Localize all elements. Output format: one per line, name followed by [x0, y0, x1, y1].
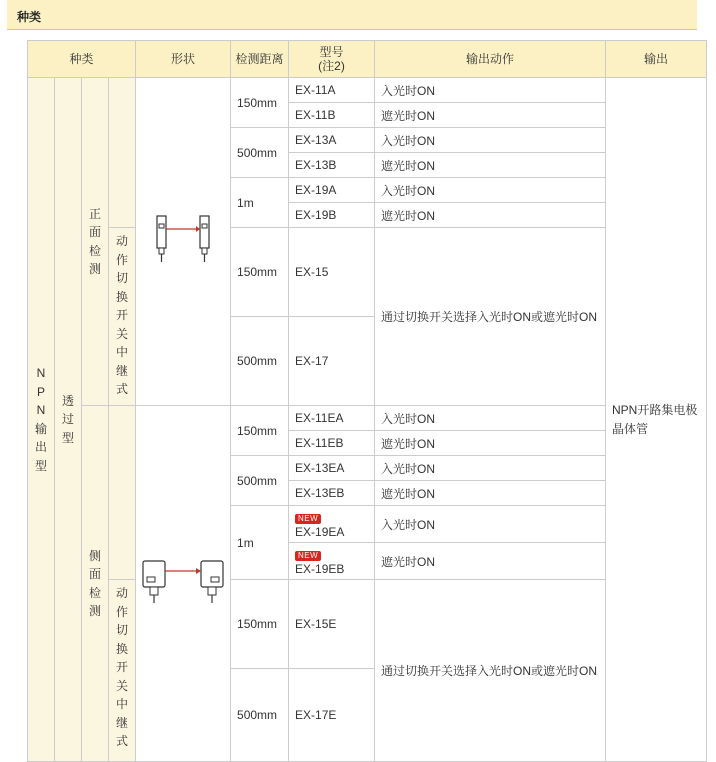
- new-badge: NEW: [295, 551, 321, 561]
- header-distance: 检测距离: [231, 41, 289, 78]
- distance-cell: 150mm: [231, 228, 289, 317]
- model-cell: EX-11EB: [289, 431, 375, 456]
- section-header: [7, 0, 697, 30]
- front-sensor-pair-icon: [153, 214, 213, 266]
- header-action: 输出动作: [375, 41, 606, 78]
- model-cell: EX-19B: [289, 203, 375, 228]
- group-front: 正面检测: [82, 78, 109, 406]
- model-cell: NEW EX-19EA: [289, 506, 375, 543]
- group-npn: NPN输出型: [28, 78, 55, 762]
- action-cell: 通过切换开关选择入光时ON或遮光时ON: [375, 580, 606, 762]
- header-row: [28, 41, 707, 78]
- table-row: [28, 228, 707, 317]
- distance-cell: 500mm: [231, 317, 289, 406]
- output-cell: NPN开路集电极晶体管: [606, 78, 707, 762]
- distance-cell: 1m: [231, 178, 289, 228]
- distance-cell: 500mm: [231, 669, 289, 762]
- product-table: [27, 40, 707, 762]
- model-cell: EX-17: [289, 317, 375, 406]
- action-cell: 通过切换开关选择入光时ON或遮光时ON: [375, 228, 606, 406]
- header-output: 输出: [606, 41, 707, 78]
- model-cell: EX-15E: [289, 580, 375, 669]
- model-cell: EX-13EA: [289, 456, 375, 481]
- group-switching-front: 动作切换开关中继式: [109, 228, 136, 406]
- action-cell: 遮光时ON: [375, 103, 606, 128]
- model-cell: EX-11EA: [289, 406, 375, 431]
- header-shape: 形状: [136, 41, 231, 78]
- group-through: 透过型: [55, 78, 82, 762]
- model-cell: NEW EX-19EB: [289, 543, 375, 580]
- action-cell: 入光时ON: [375, 406, 606, 431]
- action-cell: 入光时ON: [375, 506, 606, 543]
- action-cell: 遮光时ON: [375, 153, 606, 178]
- shape-front-image: [136, 78, 231, 406]
- action-cell: 入光时ON: [375, 78, 606, 103]
- header-kind: 种类: [28, 41, 136, 78]
- distance-cell: 150mm: [231, 406, 289, 456]
- model-cell: EX-13EB: [289, 481, 375, 506]
- model-cell: EX-13A: [289, 128, 375, 153]
- action-cell: 入光时ON: [375, 178, 606, 203]
- action-cell: 遮光时ON: [375, 481, 606, 506]
- table-row: [28, 406, 707, 431]
- group-side: 侧面检测: [82, 406, 109, 762]
- table-row: [28, 78, 707, 103]
- model-cell: EX-15: [289, 228, 375, 317]
- side-sensor-pair-icon: [141, 557, 225, 607]
- model-cell: EX-17E: [289, 669, 375, 762]
- kind-blank-side: [109, 406, 136, 580]
- distance-cell: 1m: [231, 506, 289, 580]
- distance-cell: 150mm: [231, 78, 289, 128]
- new-badge: NEW: [295, 514, 321, 524]
- section-title: 种类: [17, 10, 42, 24]
- action-cell: 遮光时ON: [375, 203, 606, 228]
- shape-side-image: [136, 406, 231, 762]
- table-row: [28, 580, 707, 669]
- distance-cell: 150mm: [231, 580, 289, 669]
- header-model: 型号 (注2): [289, 41, 375, 78]
- distance-cell: 500mm: [231, 456, 289, 506]
- group-switching-side: 动作切换开关中继式: [109, 580, 136, 762]
- action-cell: 入光时ON: [375, 456, 606, 481]
- kind-blank-front: [109, 78, 136, 228]
- model-cell: EX-19A: [289, 178, 375, 203]
- distance-cell: 500mm: [231, 128, 289, 178]
- action-cell: 遮光时ON: [375, 431, 606, 456]
- model-cell: EX-13B: [289, 153, 375, 178]
- model-cell: EX-11A: [289, 78, 375, 103]
- action-cell: 遮光时ON: [375, 543, 606, 580]
- action-cell: 入光时ON: [375, 128, 606, 153]
- model-cell: EX-11B: [289, 103, 375, 128]
